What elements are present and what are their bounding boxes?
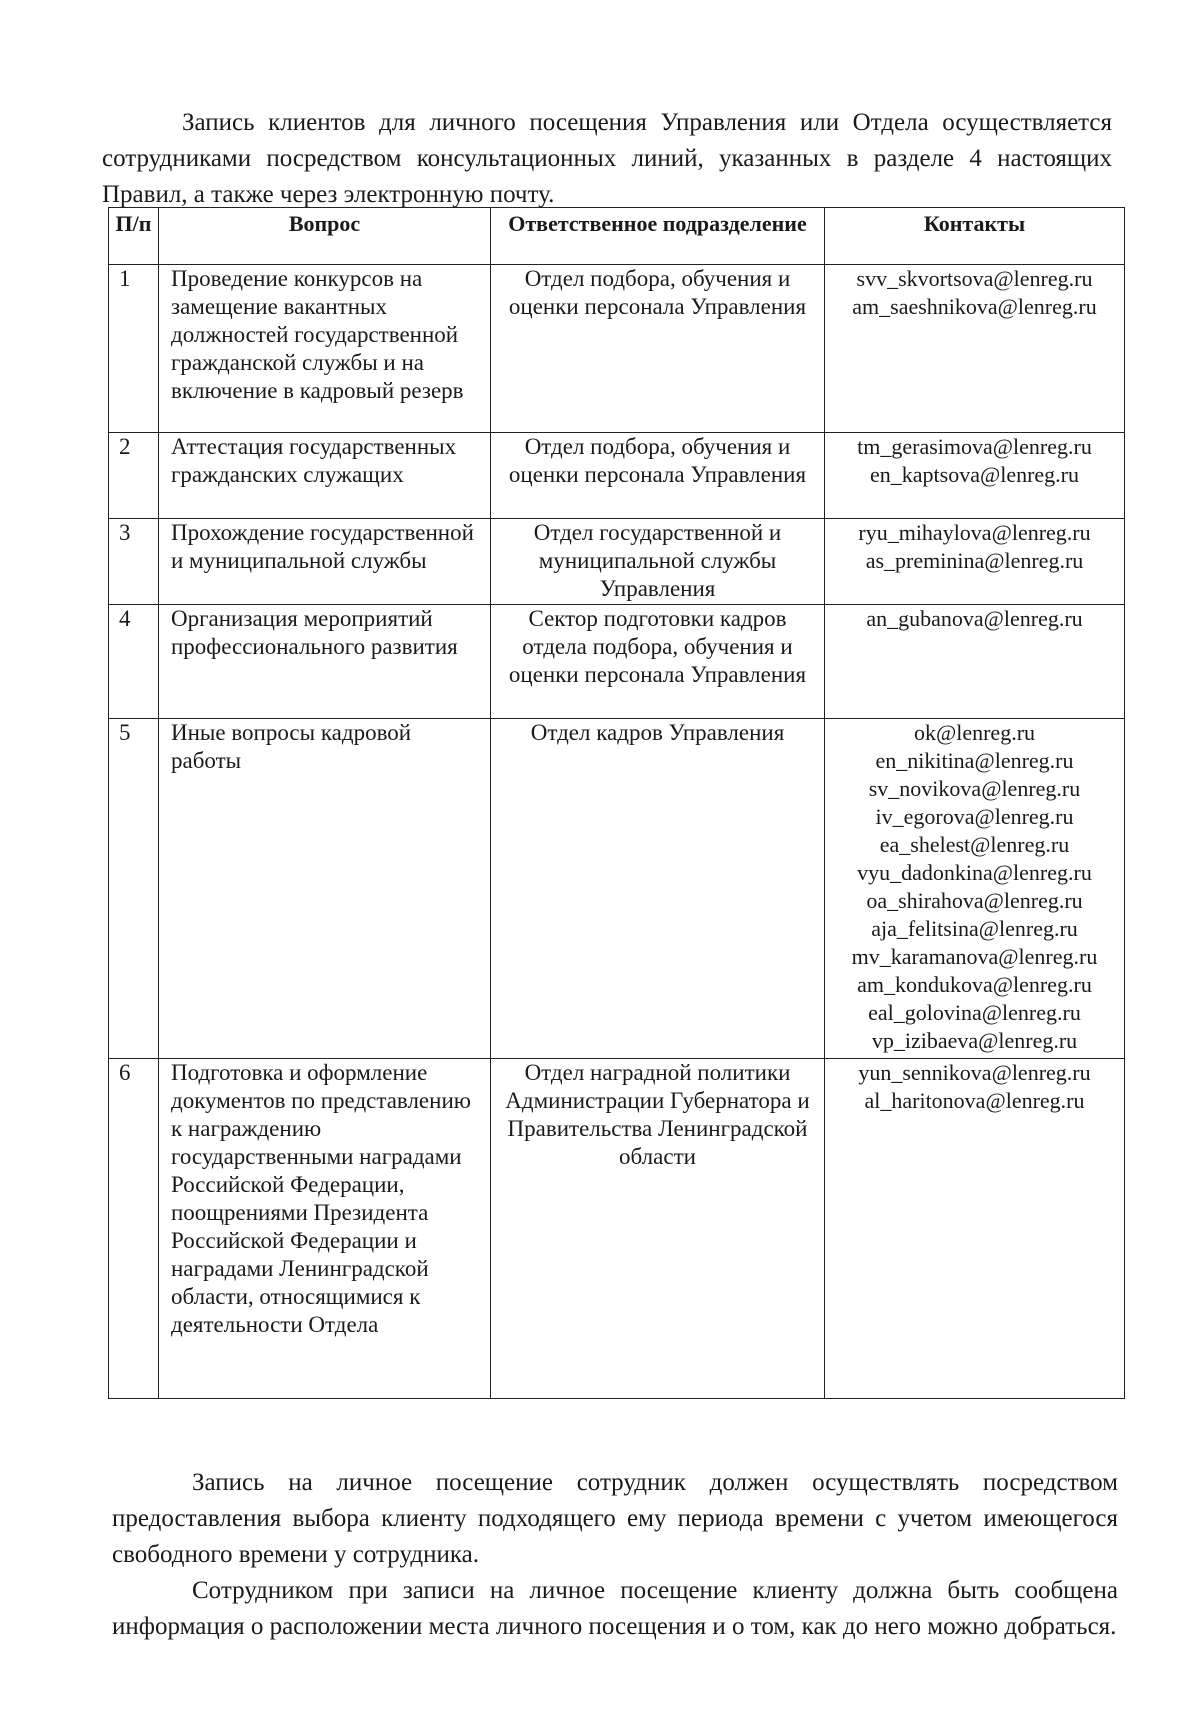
row-department: Отдел государственной и муниципальной службы Управления (491, 519, 825, 605)
header-department: Ответственное подразделение (491, 208, 825, 265)
contact-email[interactable]: sv_novikova@lenreg.ru (868, 776, 1081, 801)
row-contacts (825, 519, 1125, 605)
row-question: Аттестация государственных гражданских служащих (159, 433, 491, 519)
contact-email[interactable]: svv_skvortsova@lenreg.ru (856, 266, 1093, 291)
row-number: 4 (109, 605, 159, 719)
header-contacts: Контакты (825, 208, 1125, 265)
booking-paragraph: Запись на личное посещение сотрудник должен осуществлять посредством предоставления выбора клиенту подходящего ему периода времени с учетом имеющегося свободного времени у сотрудника. (112, 1469, 1118, 1568)
contact-email[interactable]: am_saeshnikova@lenreg.ru (852, 294, 1097, 319)
contact-email[interactable]: iv_egorova@lenreg.ru (875, 804, 1074, 829)
location-info-paragraph: Сотрудником при записи на личное посещение клиенту должна быть сообщена информация о расположении места личного посещения и о том, как до него можно добраться. (112, 1577, 1118, 1640)
contact-email[interactable]: en_nikitina@lenreg.ru (875, 748, 1074, 773)
row-contacts (825, 605, 1125, 719)
header-question: Вопрос (159, 208, 491, 265)
row-department: Отдел наградной политики Администрации Губернатора и Правительства Ленинградской области (491, 1059, 825, 1399)
contact-email[interactable]: as_preminina@lenreg.ru (865, 548, 1084, 573)
contact-email[interactable]: en_kaptsova@lenreg.ru (869, 462, 1080, 487)
header-number: П/п (109, 208, 159, 265)
table-header-row (109, 208, 1125, 265)
contact-email[interactable]: an_gubanova@lenreg.ru (866, 606, 1083, 631)
contact-email[interactable]: eal_golovina@lenreg.ru (868, 1000, 1081, 1025)
row-number: 6 (109, 1059, 159, 1399)
contact-email[interactable]: oa_shirahova@lenreg.ru (866, 888, 1083, 913)
contact-email[interactable]: vyu_dadonkina@lenreg.ru (857, 860, 1092, 885)
row-department: Отдел подбора, обучения и оценки персонала Управления (491, 433, 825, 519)
table-row (109, 519, 1125, 605)
table-row (109, 265, 1125, 433)
contact-email[interactable]: mv_karamanova@lenreg.ru (851, 944, 1098, 969)
row-question: Подготовка и оформление документов по представлению к награждению государственными наградами Российской Федерации, поощрениями Президента Российской Федерации и наградами Ленинградской области, относящимися к деятельности Отдела (159, 1059, 491, 1399)
row-contacts (825, 1059, 1125, 1399)
row-department: Отдел кадров Управления (491, 719, 825, 1059)
table-row (109, 433, 1125, 519)
contact-email[interactable]: al_haritonova@lenreg.ru (864, 1088, 1085, 1113)
row-department: Отдел подбора, обучения и оценки персонала Управления (491, 265, 825, 433)
contact-email[interactable]: aja_felitsina@lenreg.ru (871, 916, 1078, 941)
table-row (109, 1059, 1125, 1399)
contact-email[interactable]: ryu_mihaylova@lenreg.ru (858, 520, 1091, 545)
table-row (109, 605, 1125, 719)
row-contacts (825, 719, 1125, 1059)
contact-email[interactable]: am_kondukova@lenreg.ru (857, 972, 1092, 997)
row-question: Организация мероприятий профессионального развития (159, 605, 491, 719)
row-question: Прохождение государственной и муниципальной службы (159, 519, 491, 605)
contact-email[interactable]: ea_shelest@lenreg.ru (879, 832, 1070, 857)
row-number: 5 (109, 719, 159, 1059)
row-number: 1 (109, 265, 159, 433)
contact-email[interactable]: tm_gerasimova@lenreg.ru (857, 434, 1092, 459)
row-contacts (825, 265, 1125, 433)
row-number: 3 (109, 519, 159, 605)
contacts-table (108, 207, 1125, 1399)
row-question: Проведение конкурсов на замещение вакантных должностей государственной гражданской службы и на включение в кадровый резерв (159, 265, 491, 433)
intro-paragraph: Запись клиентов для личного посещения Управления или Отдела осуществляется сотрудниками посредством консультационных линий, указанных в разделе 4 настоящих Правил, а также через электронную почту. (102, 109, 1112, 208)
row-department: Сектор подготовки кадров отдела подбора, обучения и оценки персонала Управления (491, 605, 825, 719)
row-number: 2 (109, 433, 159, 519)
contact-email[interactable]: yun_sennikova@lenreg.ru (858, 1060, 1091, 1085)
row-contacts (825, 433, 1125, 519)
row-question: Иные вопросы кадровой работы (159, 719, 491, 1059)
contact-email[interactable]: vp_izibaeva@lenreg.ru (871, 1028, 1078, 1053)
table-row (109, 719, 1125, 1059)
contact-email[interactable]: ok@lenreg.ru (913, 720, 1036, 745)
